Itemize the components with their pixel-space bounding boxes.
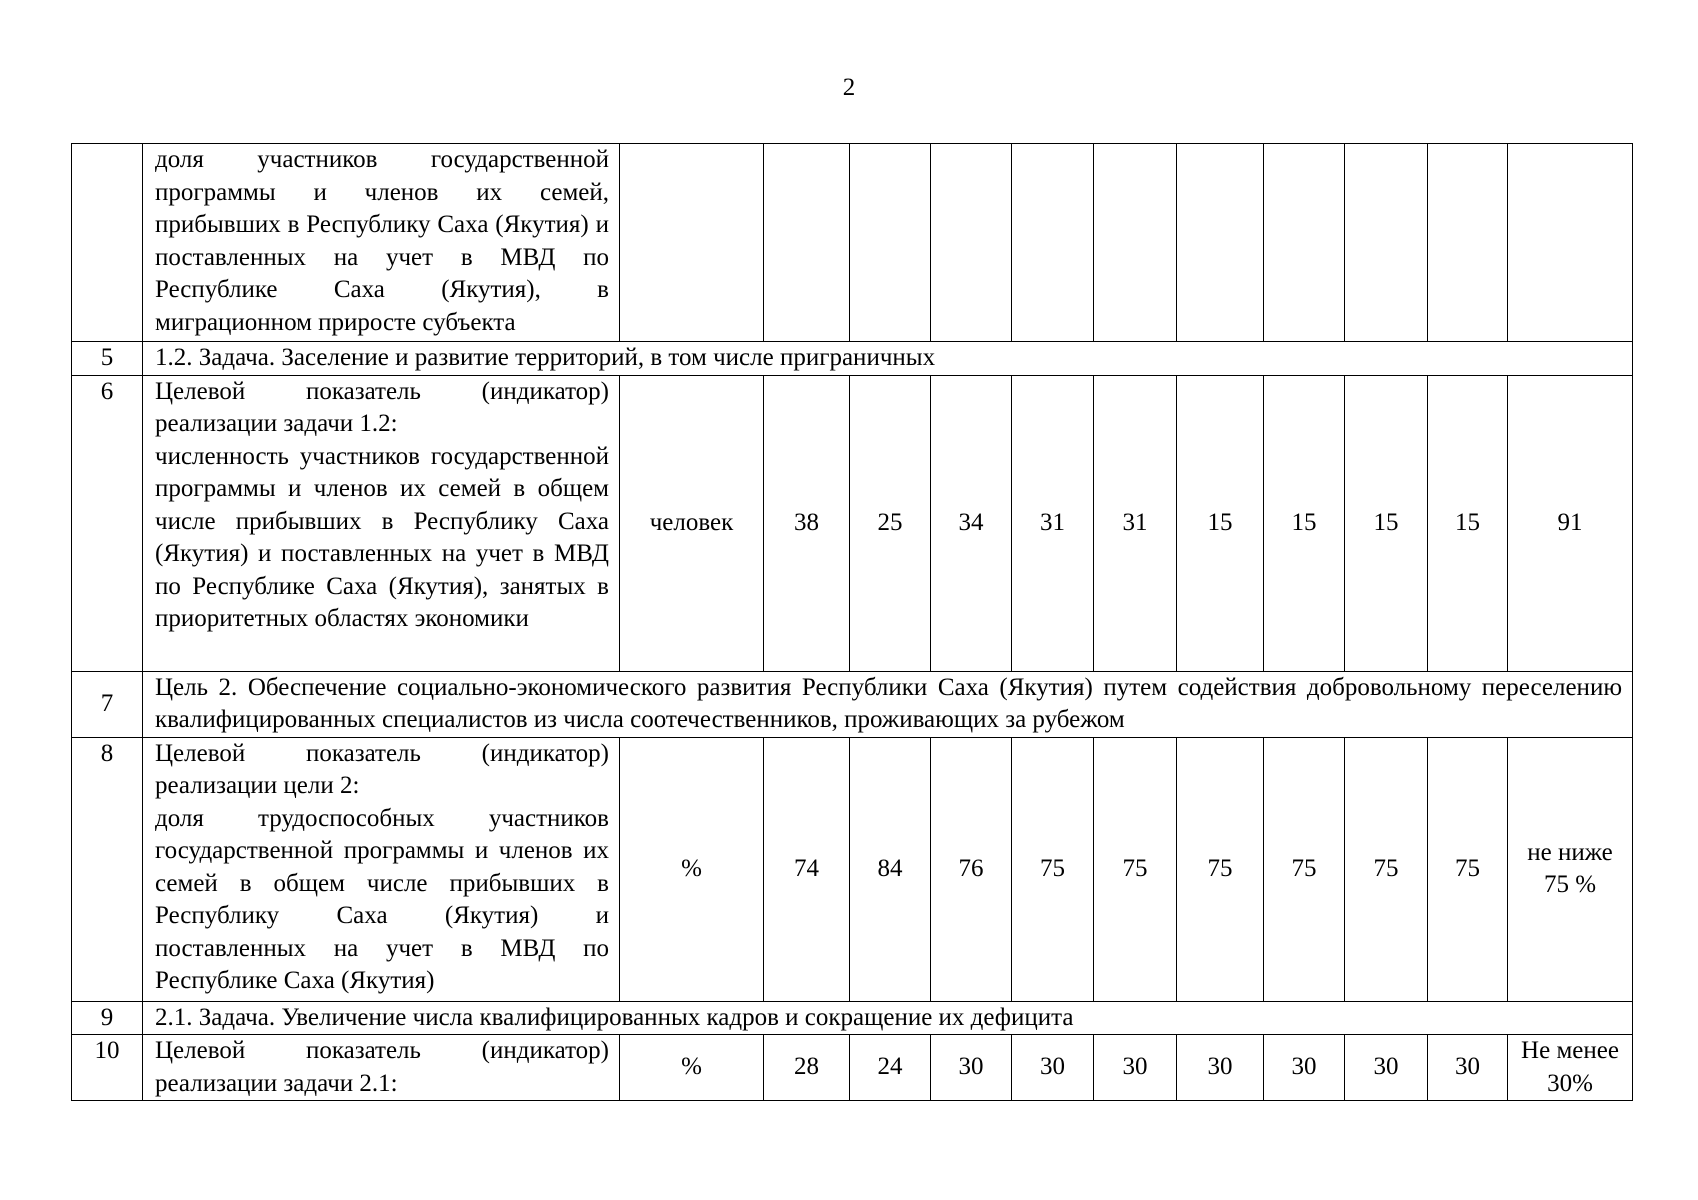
indicator-description: доля участников государственной программы и членов их семей, прибывших в Республику Саха (Якутия) и поставленных на учет в МВД по Республике Саха (Якутия), в миграционном приросте субъекта	[143, 144, 620, 342]
indicator-text: доля трудоспособных участников государственной программы и членов их семей в общем числе прибывших в Республику Саха (Якутия) и поставленных на учет в МВД по Республике Саха (Якутия)	[155, 804, 609, 994]
page-number: 2	[842, 74, 856, 101]
value-cell: 31	[1012, 375, 1094, 671]
value-cell: 15	[1345, 375, 1428, 671]
value-cell: 34	[931, 375, 1012, 671]
value-cell: 75	[1012, 737, 1094, 1001]
value-cell: 76	[931, 737, 1012, 1001]
value-cell: 24	[850, 1035, 931, 1101]
value-cell: 75	[1177, 737, 1264, 1001]
table-row	[72, 671, 1633, 737]
value-cell: 75	[1428, 737, 1508, 1001]
value-cell: 30	[1094, 1035, 1177, 1101]
value-cell: 74	[764, 737, 850, 1001]
value-cell: 25	[850, 375, 931, 671]
unit-cell	[620, 144, 764, 342]
value-cell	[1428, 144, 1508, 342]
row-number: 7	[72, 671, 143, 737]
value-cell: 38	[764, 375, 850, 671]
row-number: 6	[72, 375, 143, 671]
row-number: 9	[72, 1001, 143, 1035]
goal-heading: Цель 2. Обеспечение социально-экономического развития Республики Саха (Якутия) путем содействия добровольному переселению квалифицированных специалистов из числа соотечественников, проживающих за рубежом	[143, 671, 1633, 737]
indicator-text: численность участников государственной программы и членов их семей в общем числе прибывших в Республику Саха (Якутия) и поставленных на учет в МВД по Республике Саха (Якутия), занятых в приоритетных областях экономики	[155, 442, 609, 632]
value-cell: 30	[931, 1035, 1012, 1101]
value-cell: 75	[1094, 737, 1177, 1001]
value-cell: 15	[1264, 375, 1345, 671]
unit-cell: %	[620, 737, 764, 1001]
unit-cell: человек	[620, 375, 764, 671]
value-cell	[1094, 144, 1177, 342]
indicator-title: Целевой показатель (индикатор) реализации цели 2:	[155, 739, 609, 799]
value-cell: 15	[1177, 375, 1264, 671]
row-number: 8	[72, 737, 143, 1001]
value-cell: 84	[850, 737, 931, 1001]
value-cell: 30	[1012, 1035, 1094, 1101]
value-cell	[1012, 144, 1094, 342]
target-cell: не ниже 75 %	[1508, 737, 1633, 1001]
row-number: 10	[72, 1035, 143, 1101]
table-row	[72, 144, 1633, 342]
section-heading: 2.1. Задача. Увеличение числа квалифицированных кадров и сокращение их дефицита	[143, 1001, 1633, 1035]
value-cell	[764, 144, 850, 342]
value-cell: 75	[1264, 737, 1345, 1001]
value-cell	[1177, 144, 1264, 342]
section-heading: 1.2. Задача. Заселение и развитие территорий, в том числе приграничных	[143, 342, 1633, 376]
value-cell: 31	[1094, 375, 1177, 671]
indicator-description: Целевой показатель (индикатор) реализации задачи 2.1:	[143, 1035, 620, 1101]
value-cell: 15	[1428, 375, 1508, 671]
unit-cell: %	[620, 1035, 764, 1101]
table-row	[72, 375, 1633, 671]
table-row	[72, 342, 1633, 376]
table-row	[72, 1035, 1633, 1101]
value-cell	[931, 144, 1012, 342]
indicator-table	[71, 143, 1633, 1101]
value-cell	[1345, 144, 1428, 342]
indicator-title: Целевой показатель (индикатор) реализации задачи 1.2:	[155, 377, 609, 437]
row-number: 5	[72, 342, 143, 376]
value-cell	[1264, 144, 1345, 342]
value-cell: 30	[1177, 1035, 1264, 1101]
value-cell: 30	[1264, 1035, 1345, 1101]
target-cell	[1508, 144, 1633, 342]
value-cell: 30	[1345, 1035, 1428, 1101]
target-cell: 91	[1508, 375, 1633, 671]
target-cell: Не менее 30%	[1508, 1035, 1633, 1101]
table-row	[72, 1001, 1633, 1035]
row-number	[72, 144, 143, 342]
indicator-description	[143, 737, 620, 1001]
indicator-description	[143, 375, 620, 671]
value-cell: 28	[764, 1035, 850, 1101]
value-cell: 75	[1345, 737, 1428, 1001]
value-cell: 30	[1428, 1035, 1508, 1101]
table-row	[72, 737, 1633, 1001]
value-cell	[850, 144, 931, 342]
